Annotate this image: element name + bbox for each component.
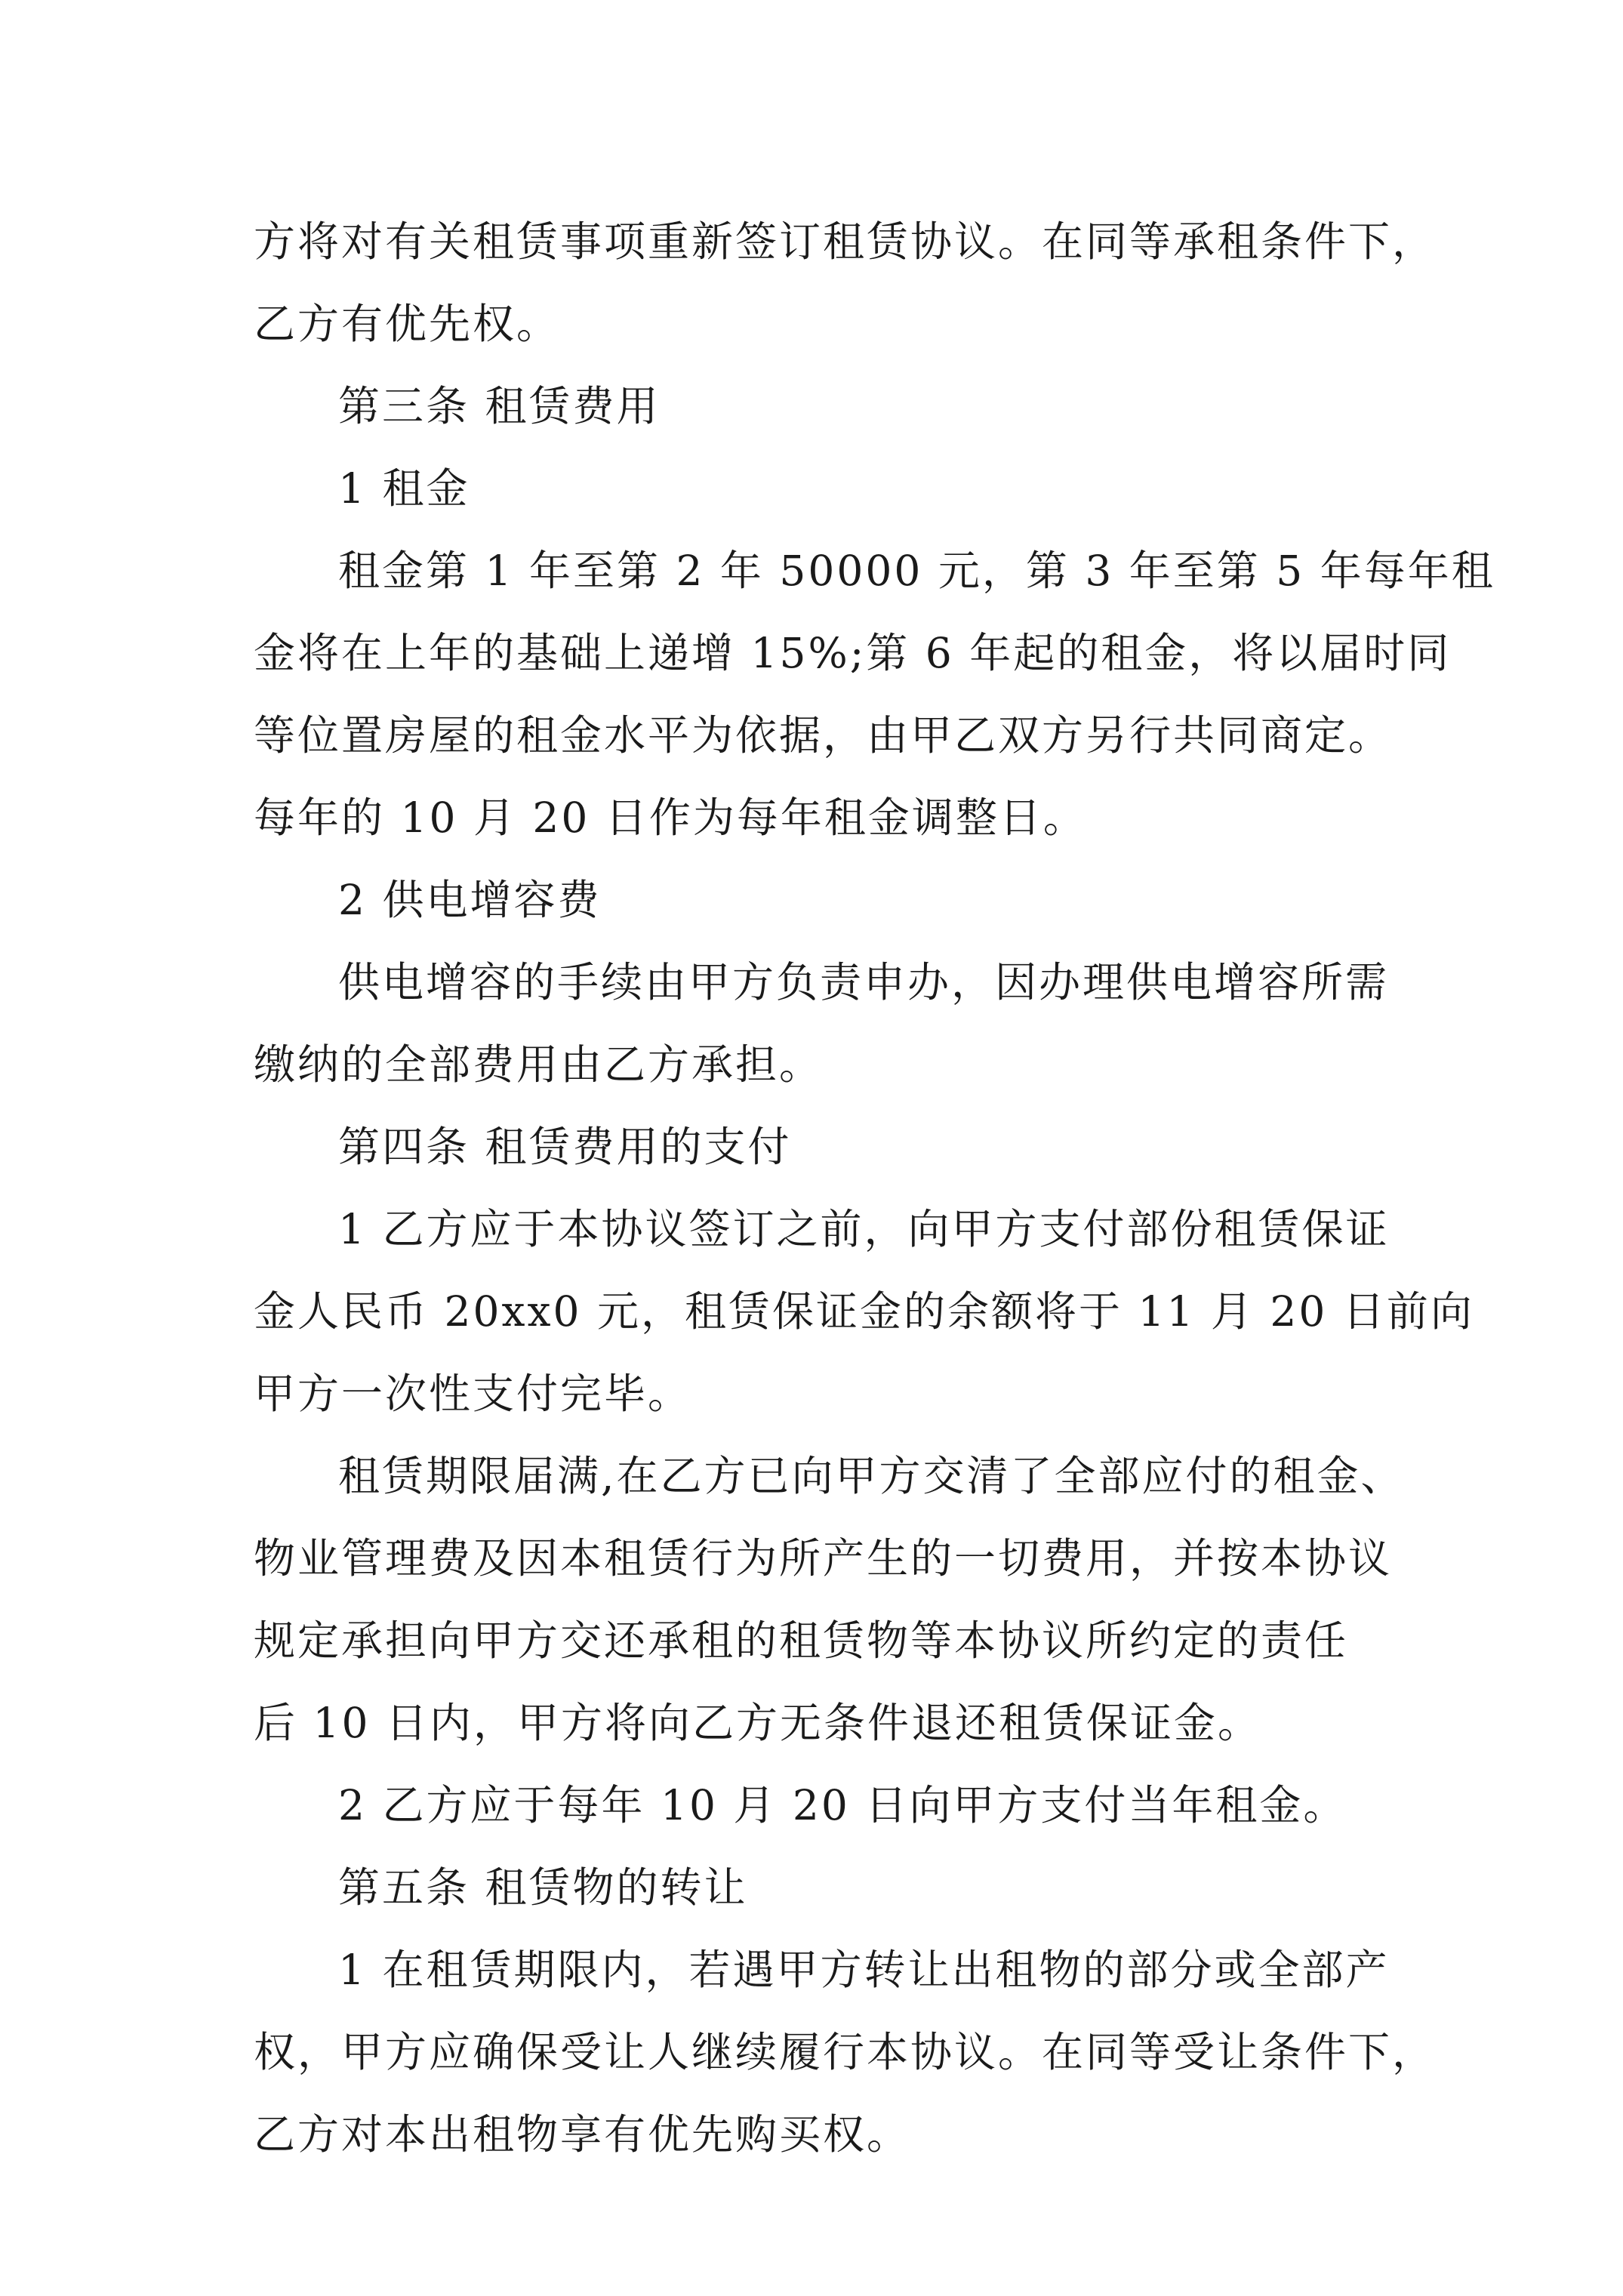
subsection-heading: 2 供电增容费 <box>338 876 602 924</box>
text-line: 等位置房屋的租金水平为依据，由甲乙双方另行共同商定。 <box>254 711 1393 760</box>
section-heading: 第五条 租赁物的转让 <box>338 1863 748 1912</box>
subsection-heading: 1 租金 <box>338 464 470 513</box>
section-heading: 第三条 租赁费用 <box>338 382 661 430</box>
text-line: 物业管理费及因本租赁行为所产生的一切费用，并按本协议 <box>254 1534 1393 1583</box>
text-line: 金将在上年的基础上递增 15%;第 6 年起的租金，将以届时同 <box>254 629 1452 677</box>
text-line: 乙方对本出租物享有优先购买权。 <box>254 2110 911 2159</box>
text-line: 1 乙方应于本协议签订之前，向甲方支付部份租赁保证 <box>338 1205 1390 1253</box>
text-line: 2 乙方应于每年 10 月 20 日向甲方支付当年租金。 <box>338 1781 1347 1829</box>
text-line: 1 在租赁期限内，若遇甲方转让出租物的部分或全部产 <box>338 1946 1390 1994</box>
text-line: 方将对有关租赁事项重新签订租赁协议。在同等承租条件下， <box>254 217 1437 266</box>
text-line: 乙方有优先权。 <box>254 300 561 348</box>
text-line: 后 10 日内，甲方将向乙方无条件退还租赁保证金。 <box>254 1699 1261 1747</box>
text-line: 规定承担向甲方交还承租的租赁物等本协议所约定的责任 <box>254 1616 1349 1665</box>
text-line: 金人民币 20xx0 元，租赁保证金的余额将于 11 月 20 日前向 <box>254 1287 1474 1336</box>
text-line: 每年的 10 月 20 日作为每年租金调整日。 <box>254 794 1087 842</box>
text-line: 甲方一次性支付完毕。 <box>254 1370 692 1418</box>
document-body <box>254 201 1495 2176</box>
text-line: 租金第 1 年至第 2 年 50000 元，第 3 年至第 5 年每年租 <box>338 547 1495 595</box>
text-line: 供电增容的手续由甲方负责申办，因办理供电增容所需 <box>338 958 1390 1006</box>
section-heading: 第四条 租赁费用的支付 <box>338 1123 792 1171</box>
text-line: 缴纳的全部费用由乙方承担。 <box>254 1040 824 1089</box>
text-line: 租赁期限届满,在乙方已向甲方交清了全部应付的租金、 <box>338 1452 1405 1500</box>
text-line: 权，甲方应确保受让人继续履行本协议。在同等受让条件下， <box>254 2028 1437 2076</box>
